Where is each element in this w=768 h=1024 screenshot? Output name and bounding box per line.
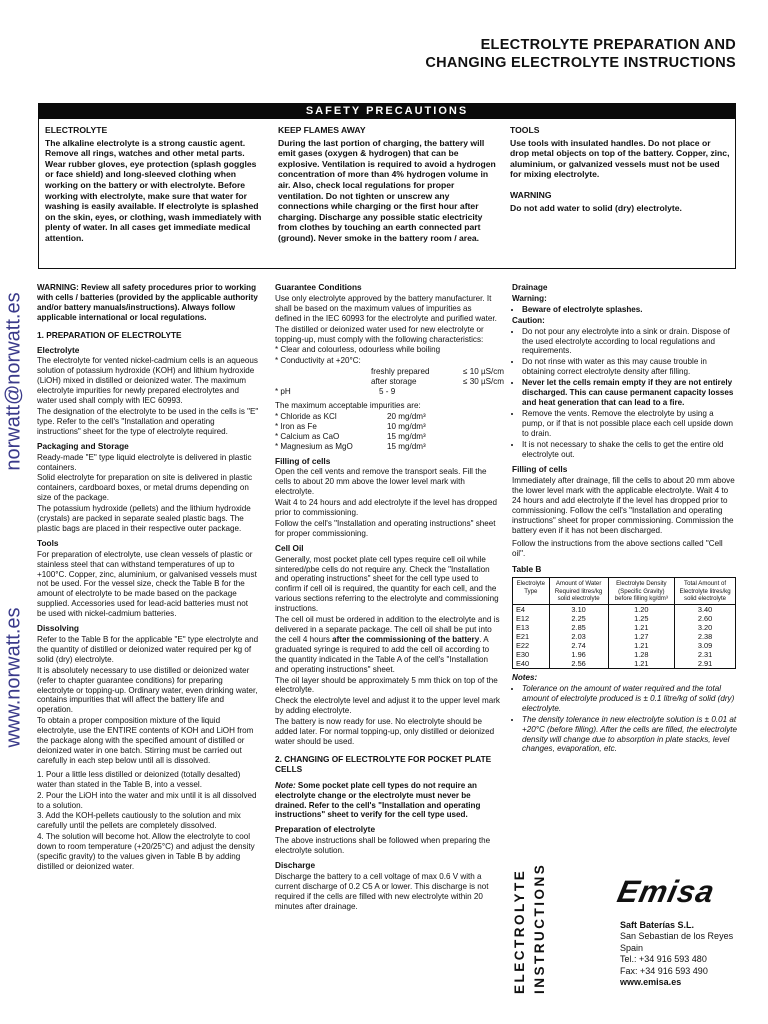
footer-vertical-title: [508, 862, 564, 996]
table-cell: 3.10: [549, 605, 608, 615]
table-cell: 2.03: [549, 632, 608, 641]
table-cell: 2.74: [549, 641, 608, 650]
table-cell: E12: [513, 614, 550, 623]
imp-label: * Iron as Fe: [275, 421, 317, 431]
safety-electrolyte-text: The alkaline electrolyte is a strong caustic agent. Remove all rings, watches and other metal parts. Wear rubber gloves, eye protection (splash goggles or face shield) and long-sleeved clothing when working on the battery or with electrolyte. Before working with electrolyte, make sure that water for washing is easily available. If electrolyte is splashed on the skin, eyes, or clothing, wash immediately with plenty of water. In all cases get immediate medical attention.: [45, 137, 262, 243]
step-item: 1. Pour a little less distilled or deionized (totally desalted) water than stated in the Table B, into a vessel.: [37, 769, 241, 789]
note-text: Some pocket plate cell types do not require an electrolyte change or the electrolyte must never be drained. Refer to the cell's "Installation and operating instructions" sheet to verify for the cell type used.: [275, 780, 481, 820]
section-1-title: 1. PREPARATION OF ELECTROLYTE: [37, 329, 182, 340]
heading-filling-2: Filling of cells: [512, 464, 568, 475]
note-para: [275, 781, 500, 821]
column-left: [37, 283, 259, 873]
ph-row: [275, 387, 500, 397]
para-oil-1: Generally, most pocket plate cell types require cell oil while sintered/pbe cells do not require any. Check the "Installation and operating instructions" sheet for the cell type used to confirm if cell oil is required, the quantity for each cell, and the various sections referring to the electrolyte and commissioning instructions.: [275, 554, 499, 614]
phone: Tel.: +34 916 593 480: [620, 954, 707, 965]
title-line-2: CHANGING ELECTROLYTE INSTRUCTIONS: [425, 55, 736, 71]
heading-tools: Tools: [37, 537, 59, 548]
heading-dissolving: Dissolving: [37, 623, 79, 634]
para-packaging-2: Solid electrolyte for preparation on site is delivered in plastic containers, cardboard boxes, or metal drums depending on size of the package.: [37, 473, 253, 503]
side-web: www.norwatt.es: [2, 607, 25, 748]
cond-value: ≤ 10 µS/cm: [463, 367, 505, 377]
heading-guarantee: Guarantee Conditions: [275, 282, 362, 292]
company-address: [620, 920, 733, 988]
para-dissolving-3: To obtain a proper composition mixture of the liquid electrolyte, use the ENTIRE contents of KOH and LiOH from the package along with the specified amount of distilled or deionized water in one batch. Stirring must be carried out carefully in each step below until all is dissolved.: [37, 716, 254, 765]
table-body: [513, 605, 736, 669]
para-filling-2: Wait 4 to 24 hours and add electrolyte if the level has dropped prior to commissioning.: [275, 498, 497, 518]
table-cell: E22: [513, 641, 550, 650]
table-header: Electrolyte Density (Specific Gravity) before filling kg/dm³: [608, 578, 674, 605]
caution-list: [512, 327, 738, 460]
imp-value: 10 mg/dm³: [387, 421, 426, 431]
company-name: Saft Baterías S.L.: [620, 920, 695, 930]
safety-flames: [278, 125, 500, 244]
notes-label: Notes:: [512, 673, 538, 683]
table-cell: E30: [513, 650, 550, 659]
para-discharge: Discharge the battery to a cell voltage of max 0.6 V with a current discharge of 0.2 C5 A or lower. This discharge is not required if the cells are filled with new electrolyte within 20 minutes after drainage.: [275, 871, 489, 911]
para-oil-2a: The cell oil must be ordered in addition to the electrolyte and is delivered in a separate package. The cell oil shall be put into the cell 4 hours: [275, 615, 500, 644]
safety-electrolyte-head: ELECTROLYTE: [45, 125, 108, 135]
table-b: [512, 577, 736, 669]
para-dissolving-1: Refer to the Table B for the applicable "E" type electrolyte and the quantity of distilled or deionized water required per kg of solid (dry) electrolyte.: [37, 635, 259, 664]
step-item: 4. The solution will become hot. Allow the electrolyte to cool down to room temperature (+20/25°C) and adjust the density (specific gravity) to the values given in Table B by adding distilled or deionized water.: [37, 832, 255, 871]
para-packaging-1: Ready-made "E" type liquid electrolyte is delivered in plastic containers.: [37, 452, 252, 472]
table-row: [513, 641, 736, 650]
vertical-line-1: ELECTROLYTE: [512, 868, 527, 994]
para-filling-3: Follow the cell's "Installation and operating instructions" sheet for proper commissioning.: [275, 518, 496, 538]
table-cell: 3.09: [675, 641, 736, 650]
table-cell: 2.56: [549, 659, 608, 669]
imp-value: 15 mg/dm³: [387, 431, 426, 441]
table-cell: 1.25: [608, 614, 674, 623]
vertical-line-2: INSTRUCTIONS: [532, 862, 547, 994]
impurities-list: [275, 412, 500, 452]
caution-item: • Do not pour any electrolyte into a sink or drain. Dispose of the used electrolyte according to local regulations and requirements.: [522, 327, 738, 357]
para-oil-2: [275, 615, 500, 674]
caution-label: Caution:: [512, 315, 545, 325]
table-row: [513, 659, 736, 669]
table-title: Table B: [512, 563, 542, 574]
table-row: [513, 623, 736, 632]
para-oil-2b: after the commissioning of the battery: [332, 634, 480, 644]
table-cell: E4: [513, 605, 550, 615]
impurities-intro: The maximum acceptable impurities are:: [275, 400, 421, 410]
dissolving-steps: [37, 770, 259, 872]
note-item: • The density tolerance in new electrolyte solution is ± 0.01 at +20°C (before filling). After the cells are filled, the electrolyte density will change due to absorption in plate stacks, level changes, evaporation, etc.: [522, 715, 738, 755]
para-tools: For preparation of electrolyte, use clean vessels of plastic or stainless steel that can withstand temperatures of up to +100°C. Copper, zinc, aluminium, or galvanised vessels must not be used. For the vessel size, check the Table B for the amount of electrolyte to be made based on the package supplied. Accessories used for lead-acid batteries must not be used with nickel-cadmium batteries.: [37, 549, 257, 619]
table-header: Electrolyte Type: [513, 578, 550, 605]
table-cell: 1.96: [549, 650, 608, 659]
emisa-logo: Emisa: [614, 874, 719, 909]
table-cell: 3.20: [675, 623, 736, 632]
step-item: 2. Pour the LiOH into the water and mix until it is all dissolved to a solution.: [37, 790, 257, 810]
table-cell: 1.21: [608, 623, 674, 632]
title-line-1: ELECTROLYTE PREPARATION AND: [480, 37, 736, 53]
heading-discharge: Discharge: [275, 860, 316, 871]
table-row: [513, 650, 736, 659]
char-clear: * Clear and colourless, odourless while boiling: [275, 345, 441, 355]
para-filling-right: Immediately after drainage, fill the cells to about 20 mm above the lower level mark with the applicable electrolyte. Wait 4 to 24 hours and add electrolyte if the level has dropped prior to commissioning. Follow the cell's "Installation and operating instructions" sheet for proper commissioning. Commission the battery even if it has not been discharged.: [512, 476, 735, 535]
note-item: • Tolerance on the amount of water required and the total amount of electrolyte produced is ± 0.1 litre/kg of solid (dry) electrolyte.: [522, 684, 738, 714]
fax: Fax: +34 916 593 490: [620, 965, 708, 976]
safety-box: [38, 119, 736, 269]
table-header: Total Amount of Electrolyte litres/kg solid electrolyte: [675, 578, 736, 605]
table-cell: 2.60: [675, 614, 736, 623]
imp-label: * Calcium as CaO: [275, 431, 340, 441]
table-cell: 3.40: [675, 605, 736, 615]
safety-warning-head: WARNING: [510, 189, 552, 200]
heading-filling: Filling of cells: [275, 455, 331, 466]
table-header: Amount of Water Required litres/kg solid electrolyte: [549, 578, 608, 605]
cond-label: freshly prepared: [371, 367, 430, 377]
para-oil-4: Check the electrolyte level and adjust it to the upper level mark by adding electrolyte.: [275, 696, 500, 716]
caution-item: • Remove the vents. Remove the electrolyte by using a pump, or if that is not possible place each cell upside down to drain.: [522, 409, 738, 439]
safety-banner: SAFETY PRECAUTIONS: [38, 103, 736, 119]
heading-preparation: Preparation of electrolyte: [275, 824, 376, 835]
para-electrolyte-1: The electrolyte for vented nickel-cadmium cells is an aqueous solution of potassium hydroxide (KOH) and lithium hydroxide (LiOH) mixed in distilled or deionized water. The maximum electrolyte impurities for newly prepared electrolytes and water used shall comply with IEC 60993.: [37, 356, 258, 406]
heading-packaging: Packaging and Storage: [37, 440, 129, 451]
imp-label: * Chloride as KCl: [275, 411, 337, 421]
safety-tools: [510, 125, 732, 213]
warning-list: [512, 305, 738, 315]
column-middle: [275, 282, 505, 913]
table-cell: 1.28: [608, 650, 674, 659]
para-oil-3: The oil layer should be approximately 5 mm thick on top of the electrolyte.: [275, 675, 498, 695]
address-line: San Sebastian de los Reyes: [620, 931, 734, 942]
ph-value: 5 - 9: [379, 387, 396, 397]
para-guarantee-2: The distilled or deionized water used for new electrolyte or topping-up, must comply with the following characteristics:: [275, 324, 484, 344]
caution-item: • Never let the cells remain empty if they are not entirely discharged. This can cause permanent capacity losses and heat generation that can lead to a fire.: [522, 378, 738, 408]
para-packaging-3: The potassium hydroxide (pellets) and the lithium hydroxide (crystals) are packed in separate sealed plastic bags. The plastic bags are placed in their respective outer package.: [37, 504, 251, 533]
para-follow: Follow the instructions from the above sections called "Cell oil".: [512, 538, 723, 558]
ph-label: * pH: [275, 387, 291, 397]
para-oil-2c: . A graduated syringe is required to add the cell oil according to the quantity indicated in the Table A of the cell's "Installation and operating instructions" sheet.: [275, 634, 490, 674]
conductivity-values: [275, 367, 505, 387]
heading-electrolyte: Electrolyte: [37, 344, 80, 355]
warning-item: • Beware of electrolyte splashes.: [522, 305, 738, 315]
para-dissolving-2: It is absolutely necessary to use distilled or deionized water (refer to chapter guarantee conditions) for preparing electrolyte or topping-up. Ordinary water, even drinking water, contains impurities that will affect the battery life and operation.: [37, 665, 258, 715]
para-guarantee-1: Use only electrolyte approved by the battery manufacturer. It shall be based on the maximum values of impurities as defined in the IEC 60993 for the electrolyte and purified water.: [275, 293, 497, 323]
table-row: [513, 632, 736, 641]
website-link[interactable]: www.emisa.es: [620, 977, 682, 988]
table-cell: 2.31: [675, 650, 736, 659]
section-2-title: 2. CHANGING OF ELECTROLYTE FOR POCKET PLATE CELLS: [275, 753, 492, 774]
safety-tools-text: Use tools with insulated handles. Do not place or drop metal objects on top of the battery. Copper, zinc, aluminium, or galvanized vessels must not be used for mixing electrolyte.: [510, 137, 730, 180]
imp-value: 20 mg/dm³: [387, 411, 426, 421]
caution-item: • Do not rinse with water as this may cause trouble in obtaining correct electrolyte density after filling.: [522, 357, 738, 377]
table-cell: E21: [513, 632, 550, 641]
notes-list: [512, 684, 738, 754]
table-cell: 2.38: [675, 632, 736, 641]
step-item: 3. Add the KOH-pellets cautiously to the solution and mix carefully until the pellets are completely dissolved.: [37, 811, 241, 831]
table-cell: 1.27: [608, 632, 674, 641]
table-row: [513, 605, 736, 615]
warning-text: WARNING: Review all safety procedures prior to working with cells / batteries (provided by the applicable authority and/or battery manuals/instructions). Always follow applicable international or local regulations.: [37, 283, 258, 322]
table-cell: 2.91: [675, 659, 736, 669]
safety-electrolyte: [45, 125, 267, 244]
para-electrolyte-2: The designation of the electrolyte to be used in the cells is "E" type. Refer to the cell's "Installation and operating instructions" sheet for the type of electrolyte required.: [37, 406, 259, 436]
table-cell: 2.25: [549, 614, 608, 623]
safety-warning-text: Do not add water to solid (dry) electrolyte.: [510, 202, 682, 213]
heading-drainage: Drainage: [512, 282, 548, 292]
caution-item: • It is not necessary to shake the cells to get the entire old electrolyte out.: [522, 440, 738, 460]
safety-tools-head: TOOLS: [510, 125, 540, 135]
heading-cell-oil: Cell Oil: [275, 542, 304, 553]
table-header-row: [513, 578, 736, 605]
safety-flames-head: KEEP FLAMES AWAY: [278, 125, 366, 135]
table-cell: 1.20: [608, 605, 674, 615]
imp-label: * Magnesium as MgO: [275, 441, 353, 451]
para-preparation: The above instructions shall be followed when preparing the electrolyte solution.: [275, 836, 491, 856]
para-oil-5: The battery is now ready for use. No electrolyte should be added later. For normal topping-up, only distilled or deionized water should be used.: [275, 717, 495, 746]
address-country: Spain: [620, 942, 644, 953]
para-filling-1: Open the cell vents and remove the transport seals. Fill the cells to about 20 mm above the lower level mark with electrolyte.: [275, 467, 487, 497]
table-cell: 1.21: [608, 641, 674, 650]
side-email: norwatt@norwatt.es: [2, 292, 25, 471]
page-title: [425, 36, 736, 72]
warning-label: Warning:: [512, 293, 547, 303]
table-cell: 1.21: [608, 659, 674, 669]
char-conductivity: * Conductivity at +20°C:: [275, 356, 361, 366]
table-cell: E40: [513, 659, 550, 669]
table-row: [513, 614, 736, 623]
table-cell: E13: [513, 623, 550, 632]
note-label: Note:: [275, 780, 296, 790]
cond-label: after storage: [371, 377, 417, 387]
safety-flames-text: During the last portion of charging, the battery will emit gases (oxygen & hydrogen) that can be explosive. Ventilation is required to avoid a hydrogen concentration of more than 4% hydrogen volume in air. Also, check local regulations for proper ventilation. Do not tighten or unscrew any connections while charging or the first hour after charging. Discharge any possible static electricity from clothes by touching an earth connected part (ground). Never smoke in the battery room / area.: [278, 137, 496, 243]
cond-value: ≤ 30 µS/cm: [463, 377, 505, 387]
table-cell: 2.85: [549, 623, 608, 632]
imp-value: 15 mg/dm³: [387, 441, 426, 451]
column-right: [512, 283, 738, 755]
